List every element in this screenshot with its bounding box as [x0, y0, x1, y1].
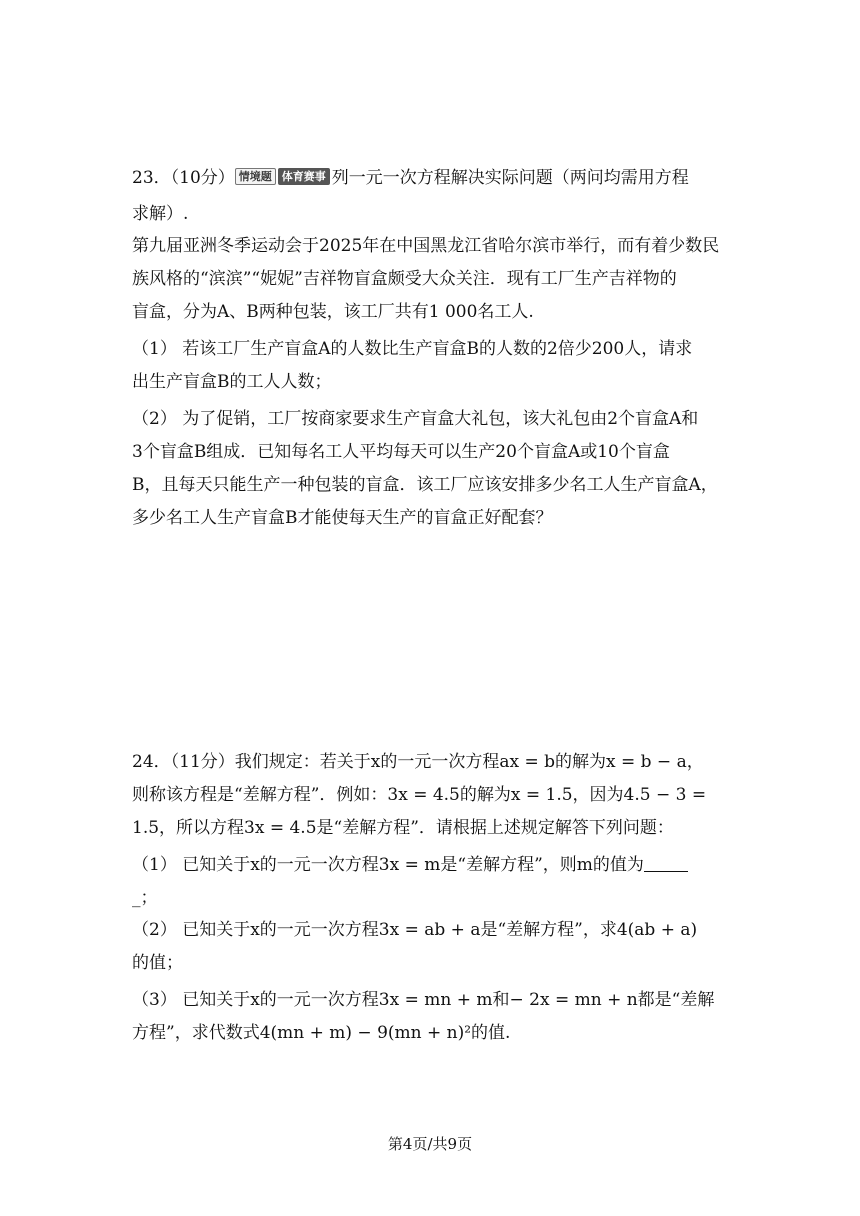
q23-number: 23． — [132, 168, 171, 188]
q24-intro-line-1: 24．（11分）我们规定：若关于x的一元一次方程ax = b的解为x = b − a， — [132, 752, 704, 772]
q23-part2-line-2: 3个盲盒B组成．已知每名工人平均每天可以生产20个盲盒A或10个盲盒 — [132, 442, 670, 462]
q24-part1-line-1 — [132, 853, 688, 877]
q23-score: （10分） — [170, 168, 235, 188]
answer-blank[interactable] — [644, 855, 688, 872]
q24-part3-line-2: 方程”，求代数式4(mn + m) − 9(mn + n)²的值. — [132, 1023, 511, 1043]
q24-part1-line-2: _； — [132, 888, 158, 908]
q24-part1-text: （1） 已知关于x的一元一次方程3x = m是“差解方程”，则m的值为 — [132, 855, 644, 875]
q23-intro-line-2: 族风格的“滨滨”“妮妮”吉祥物盲盒颇受大众关注．现有工厂生产吉祥物的 — [132, 269, 677, 289]
q24-intro-line-3: 1.5，所以方程3x = 4.5是“差解方程”．请根据上述规定解答下列问题： — [132, 818, 674, 838]
q23-part1-line-1: （1） 若该工厂生产盲盒A的人数比生产盲盒B的人数的2倍少200人，请求 — [132, 339, 693, 359]
q23-title-line — [132, 166, 689, 190]
q23-part2-line-4: 多少名工人生产盲盒B才能使每天生产的盲盒正好配套？ — [132, 508, 553, 528]
q24-intro-line-2: 则称该方程是“差解方程”．例如：3x = 4.5的解为x = 1.5，因为4.5 − 3 = — [132, 785, 707, 805]
q23-title-cont: 求解）. — [132, 204, 189, 224]
page-footer: 第4页/共9页 — [387, 1135, 473, 1153]
q24-part2-line-1: （2） 已知关于x的一元一次方程3x = ab + a是“差解方程”，求4(ab + a) — [132, 920, 698, 940]
q23-part2-line-3: B，且每天只能生产一种包装的盲盒．该工厂应该安排多少名工人生产盲盒A， — [132, 475, 718, 495]
tag-scenario: 情境题 — [235, 168, 276, 185]
tag-sports: 体育赛事 — [278, 168, 330, 185]
q23-intro-line-3: 盲盒，分为A、B两种包装，该工厂共有1 000名工人. — [132, 302, 534, 322]
q23-part1-line-2: 出生产盲盒B的工人人数； — [132, 372, 332, 392]
q23-title-text: 列一元一次方程解决实际问题（两问均需用方程 — [331, 168, 689, 188]
q23-part2-line-1: （2） 为了促销，工厂按商家要求生产盲盒大礼包，该大礼包由2个盲盒A和 — [132, 409, 699, 429]
q24-part2-line-2: 的值； — [132, 953, 183, 973]
q23-intro-line-1: 第九届亚洲冬季运动会于2025年在中国黑龙江省哈尔滨市举行，而有着少数民 — [132, 236, 720, 256]
q24-part3-line-1: （3） 已知关于x的一元一次方程3x = mn + m和− 2x = mn + n都是“差解 — [132, 990, 715, 1010]
